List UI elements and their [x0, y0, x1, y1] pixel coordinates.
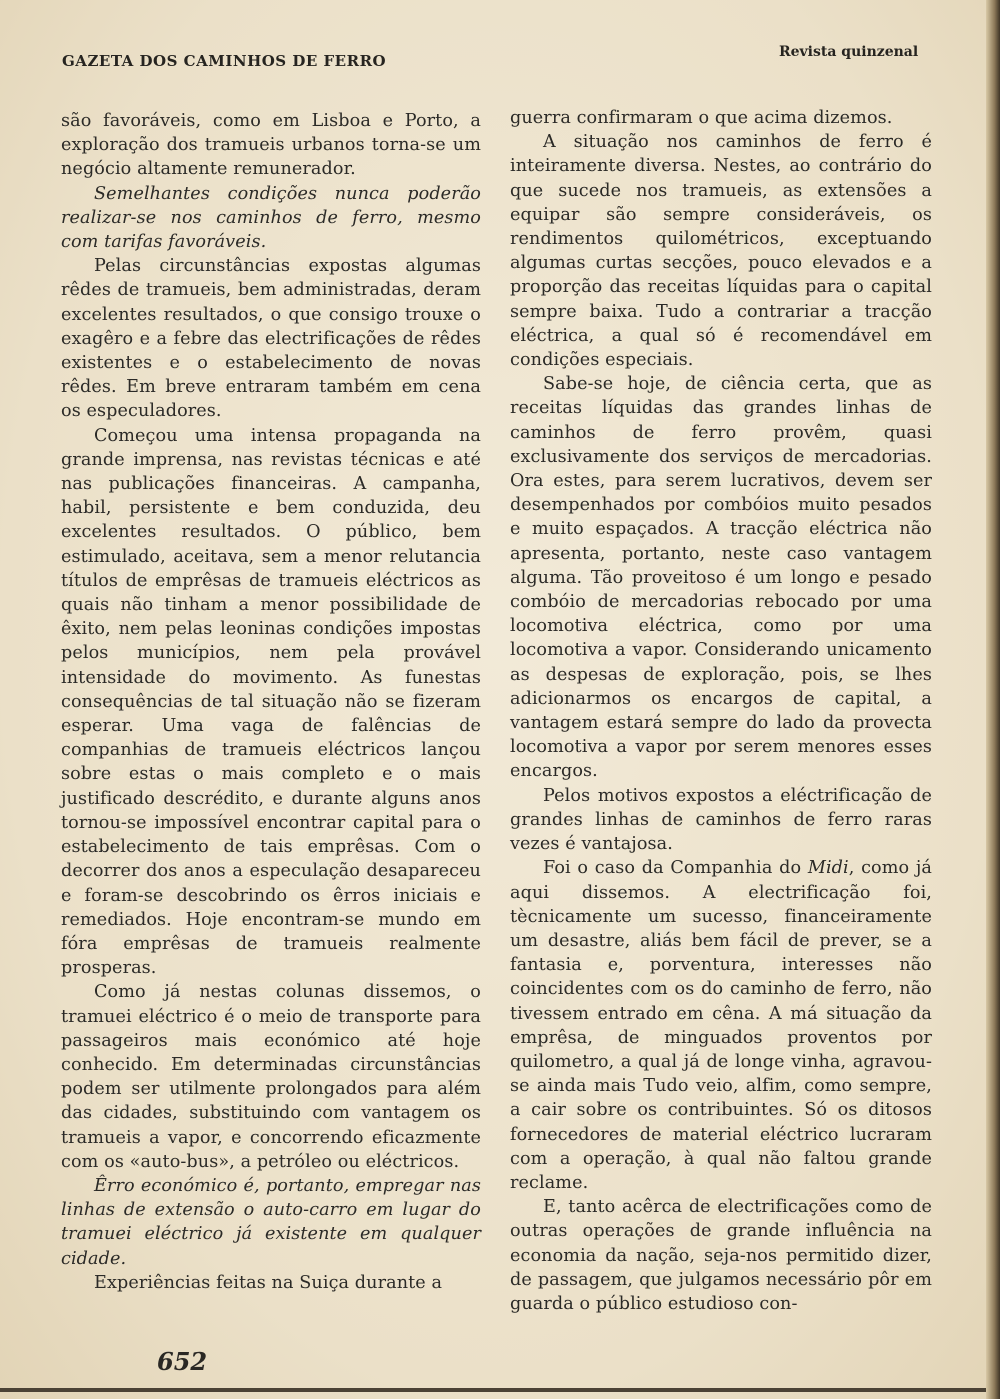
left-column: [61, 109, 481, 1295]
paragraph: guerra confirmaram o que acima dizemos.: [510, 108, 893, 128]
italic-run: Midi: [807, 858, 849, 879]
right-column: [510, 106, 932, 1316]
paragraph-italic: Semelhantes condições nunca poderão realizar-se nos caminhos de ferro, mesmo com tarifas favoráveis.: [61, 183, 481, 253]
page-edge-shadow: [986, 0, 1000, 1399]
paragraph: Experiências feitas na Suiça durante a: [94, 1272, 443, 1293]
paragraph: E, tanto acêrca de electrificações como de outras operações de grande influência na economia da nação, seja-nos permitido dizer, de passagem, que julgamos necessário pôr em guarda o público estudioso con-: [510, 1197, 932, 1314]
paragraph: Pelas circunstâncias expostas algumas rêdes de tramueis, bem administradas, deram excelentes resultados, o que consigo trouxe o exagêro e a febre das electrificações de rêdes existentes e o estabelecimento de novas rêdes. Em breve entraram também em cena os especuladores.: [61, 256, 481, 422]
footer-rule: [0, 1388, 1000, 1392]
page-number: 652: [157, 1347, 208, 1376]
paragraph: são favoráveis, como em Lisboa e Porto, a exploração dos tramueis urbanos torna-se um negócio altamente remunerador.: [61, 111, 481, 180]
paragraph: Começou uma intensa propaganda na grande imprensa, nas revistas técnicas e até nas publicações financeiras. A campanha, habil, persistente e bem conduzida, deu excelentes resultados. O público, bem estimulado, aceitava, sem a menor relutancia títulos de emprêsas de tramueis eléctricos as quais não tinham a menor possibilidade de êxito, nem pelas leoninas condições impostas pelos municípios, nem pela provável intensidade do movimento. As funestas consequências de tal situação não se fizeram esperar. Uma vaga de falências de companhias de tramueis eléctricos lançou sobre estas o mais completo e o mais justificado descrédito, e durante alguns anos tornou-se impossível encontrar capital para o estabelecimento de tais emprêsas. Com o decorrer dos anos a especulação desapareceu e foram-se descobrindo os êrros iniciais e remediados. Hoje encontram-se mundo em fóra emprêsas de tramueis realmente prosperas.: [61, 425, 481, 979]
paragraph: Como já nestas colunas dissemos, o tramuei eléctrico é o meio de transporte para passageiros mais económico até hoje conhecido. Em determinadas circunstâncias podem ser utilmente prolongados para além das cidades, substituindo com vantagem os tramueis a vapor, e concorrendo eficazmente com os «auto-bus», a petróleo ou eléctricos.: [61, 982, 481, 1172]
paragraph: Sabe-se hoje, de ciência certa, que as receitas líquidas das grandes linhas de caminhos de ferro provêm, quasi exclusivamente dos serviços de mercadorias. Ora estes, para serem lucrativos, devem ser desempenhados por combóios muito pesados e muito espaçados. A tracção eléctrica não apresenta, portanto, neste caso vantagem alguma. Tão proveitoso é um longo e pesado combóio de mercadorias rebocado por uma locomotiva eléctrica, como por uma locomotiva a vapor. Considerando unicamento as despesas de exploração, pois, se lhes adicionarmos os encargos de capital, a vantagem estará sempre do lado da provecta locomotiva a vapor por serem menores esses encargos.: [510, 374, 932, 782]
paragraph: Pelos motivos expostos a eléctrificação de grandes linhas de caminhos de ferro raras vezes é vantajosa.: [510, 785, 932, 855]
paragraph: A situação nos caminhos de ferro é inteiramente diversa. Nestes, ao contrário do que sucede nos tramueis, as extensões a equipar são sempre consideráveis, os rendimentos quilométricos, exceptuando algumas curtas secções, pouco elevados e a proporção das receitas líquidas para o capital sempre baixa. Tudo a contrariar a tracção eléctrica, a qual só é recomendável em condições especiais.: [510, 132, 932, 371]
text-run: , como já aqui dissemos. A electrificação foi, tècnicamente um sucesso, financeiramente um desastre, aliás bem fácil de prever, se a fantasia e, porventura, interesses não coincidentes com os do caminho de ferro, não tivessem entrado em cêna. A má situação da emprêsa, de minguados proventos por quilometro, a qual já de longe vinha, agravou-se ainda mais Tudo veio, alfim, como sempre, a cair sobre os contribuintes. Só os ditosos fornecedores de material eléctrico lucraram com a operação, à qual não faltou grande reclame.: [510, 858, 932, 1193]
paragraph-italic: Êrro económico é, portanto, empregar nas linhas de extensão o auto-carro em lugar do tramuei eléctrico já existente em qualquer cidade.: [61, 1175, 481, 1269]
text-run: Foi o caso da Companhia do: [543, 858, 808, 879]
journal-title: GAZETA DOS CAMINHOS DE FERRO: [62, 52, 387, 70]
paragraph: [510, 856, 932, 1195]
journal-subtitle: Revista quinzenal: [779, 44, 919, 60]
